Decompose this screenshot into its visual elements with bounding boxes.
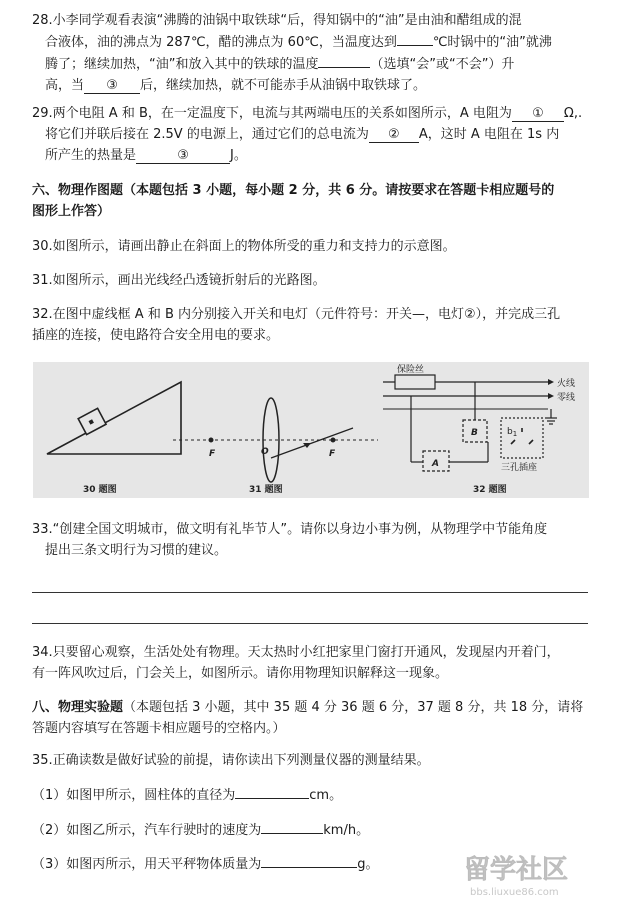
focus-label-right: F (329, 449, 336, 459)
q28-blank-2 (318, 53, 370, 68)
q29-blank-2: ② (369, 128, 419, 143)
watermark-url: bbs.liuxue86.com (470, 887, 559, 898)
q28-line-2: 合液体，油的沸点为 287℃，醋的沸点为 60℃，当温度达到 ℃时锅中的“油”就沸 (32, 31, 598, 53)
watermark-logo-text: 留学社区 (464, 855, 569, 885)
q35-blank-3[interactable] (261, 853, 357, 868)
section-6-line-1: 六、物理作图题（本题包括 3 小题，每小题 2 分，共 6 分。请按要求在答题卡相应题号的 (32, 183, 555, 198)
neutral-wire-label: 零线 (557, 393, 576, 403)
socket-pin-label: $b_1$ (507, 427, 518, 438)
box-A-label: A (432, 459, 439, 469)
question-34 (32, 642, 598, 684)
q32-line-1: 32.在图中虚线框 A 和 B 内分别接入开关和电灯（元件符号：开关—，电灯②），并完成三孔 (32, 307, 561, 322)
light-ray (271, 428, 353, 458)
optical-center-label: O (261, 447, 269, 457)
answer-line-1[interactable] (32, 592, 588, 593)
q28-blank-1 (397, 31, 433, 46)
q28-line-1: 28.小李同学观看表演“沸腾的油锅中取铁球“后，得知锅中的“油”是由油和醋组成的混 (32, 13, 522, 28)
fig31-caption: 31 题图 (249, 485, 283, 495)
fuse-label: 保险丝 (397, 365, 425, 375)
box-B-label: B (471, 428, 478, 438)
figure-30 (47, 382, 181, 454)
q33-line-1: 33.“创建全国文明城市，做文明有礼毕节人”。请你以身边小事为例，从物理学中节能角度 (32, 522, 548, 537)
q32-line-2: 插座的连接，使电路符合安全用电的要求。 (32, 328, 280, 343)
site-watermark (456, 848, 616, 900)
q34-line-2: 有一阵风吹过后，门会关上，如图所示。请你用物理知识解释这一现象。 (32, 666, 449, 681)
fig32-caption: 32 题图 (473, 485, 507, 495)
fuse (395, 375, 435, 389)
q34-line-1: 34.只要留心观察，生活处处有物理。天太热时小红把家里门窗打开通风，发现屋内开着门， (32, 645, 560, 660)
question-29 (32, 103, 598, 166)
q28-line-3: 腾了；继续加热，“油”和放入其中的铁球的温度 （选填“会”或“不会”）升 (32, 53, 598, 75)
q29-line-2: 将它们并联后接在 2.5V 的电源上，通过它们的总电流为 ② A，这时 A 电阻在 1s 内 (45, 127, 560, 142)
question-31: 31.如图所示，画出光线经凸透镜折射后的光路图。 (32, 273, 326, 288)
question-35-intro: 35.正确读数是做好试验的前提，请你读出下列测量仪器的测量结果。 (32, 753, 430, 768)
live-wire-label: 火线 (557, 379, 576, 389)
q29-blank-1: ① (512, 107, 564, 122)
focus-label-left: F (209, 449, 216, 459)
figure-32 (383, 375, 557, 471)
section-8-line-2: 答题内容填写在答题卡相应题号的空格内。） (32, 721, 286, 736)
q29-line-3: 所产生的热量是 ③ J。 (45, 148, 247, 163)
figure-31 (173, 398, 378, 482)
question-32 (32, 304, 598, 346)
incline-triangle (47, 382, 181, 454)
answer-line-2[interactable] (32, 623, 588, 624)
socket-label: 三孔插座 (501, 463, 538, 473)
section-8-heading (32, 697, 598, 739)
q35-blank-2[interactable] (261, 819, 323, 834)
figure-drawing (33, 362, 589, 498)
focal-point-right (331, 438, 335, 442)
section-6-line-2: 图形上作答） (32, 204, 111, 219)
q35-item-2: （2）如图乙所示，汽车行驶时的速度为 km/h。 (32, 819, 598, 841)
question-33 (32, 519, 598, 561)
q35-item-1: （1）如图甲所示，圆柱体的直径为 cm。 (32, 784, 598, 806)
q29-line-1: 29.两个电阻 A 和 B，在一定温度下，电流与其两端电压的关系如图所示，A 电阻为 ① Ω,. (32, 106, 583, 121)
q35-blank-1[interactable] (235, 784, 309, 799)
q28-blank-3: ③ (84, 79, 140, 94)
three-pin-socket (501, 418, 543, 458)
q29-blank-3: ③ (136, 149, 230, 164)
figures-30-31-32 (33, 362, 589, 498)
focal-point-left (209, 438, 213, 442)
q33-line-2: 提出三条文明行为习惯的建议。 (45, 543, 228, 558)
q28-line-4: 高，当 ③ 后，继续加热，就不可能赤手从油锅中取铁球了。 (45, 78, 427, 93)
question-30: 30.如图所示，请画出静止在斜面上的物体所受的重力和支持力的示意图。 (32, 239, 456, 254)
q35-item-3: （3）如图丙所示，用天平秤物体质量为 g。 (32, 853, 598, 875)
section-6-heading (32, 180, 598, 222)
fig30-caption: 30 题图 (83, 485, 117, 495)
section-8-line-1: 八、物理实验题（本题包括 3 小题，其中 35 题 4 分 36 题 6 分，37 题 8 分，共 18 分，请将 (32, 700, 584, 715)
question-28 (32, 10, 598, 96)
